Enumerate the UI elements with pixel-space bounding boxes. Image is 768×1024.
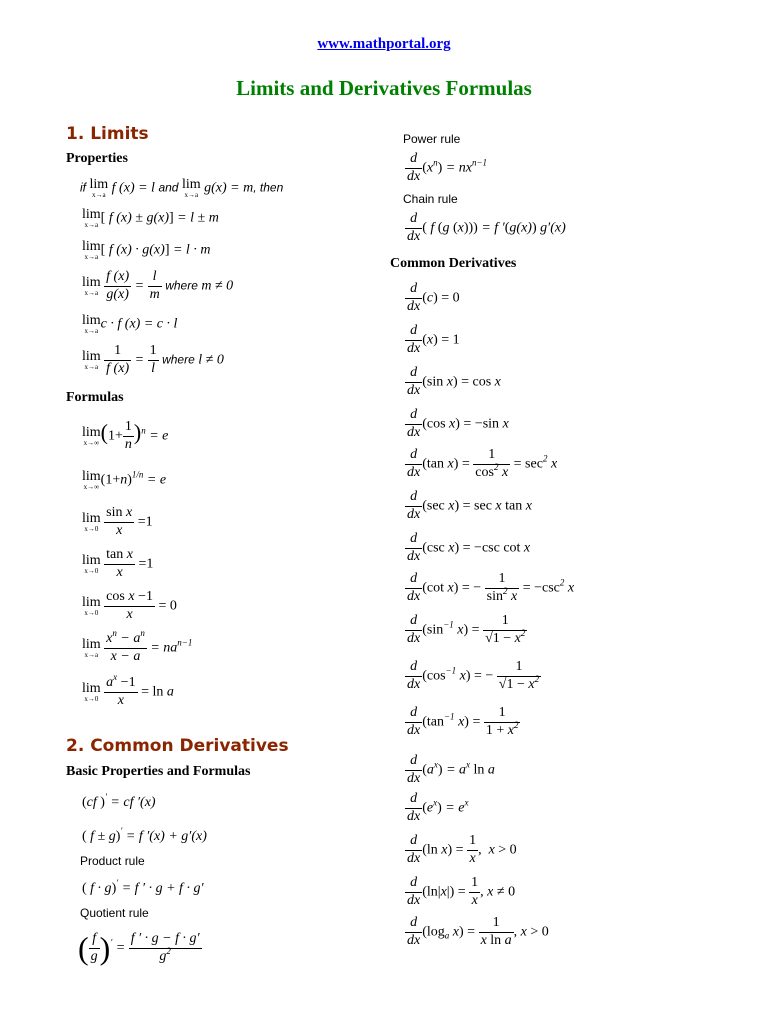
limits-heading: 1. Limits — [66, 124, 149, 144]
limit-sin-formula: lim x→0 $\frac{\text{sin x}}{x}$ =1 — [82, 505, 153, 538]
power-rule-label: Power rule — [403, 132, 461, 146]
sum-rule: ( f ± g)′ = f ′(x) + g′(x) — [82, 826, 207, 844]
chain-rule-label: Chain rule — [403, 192, 458, 206]
derivative-cos: $\frac{d}{dx}$ (cos x) = −sin x — [407, 407, 509, 440]
limit-sum-rule: lim x→a [ f (x) ± g(x)] = l ± m — [82, 207, 219, 229]
derivative-ln: $\frac{d}{dx}$ (ln x) = $\frac{1}{x}$ , x > 0 — [407, 833, 517, 866]
limit-product-rule: lim x→a [ f (x) · g(x)] = l · m — [82, 239, 211, 261]
derivative-constant: $\frac{d}{dx}$ (c) = 0 — [407, 281, 460, 314]
where-l-label: where — [162, 352, 195, 367]
limit-reciprocal-rule: lim x→a $\frac{1}{f (x)}$ = $\frac{1}{l}$ where l ≠ 0 — [82, 343, 224, 376]
derivative-cot: $\frac{d}{dx}$ (cot x) = − $\frac{1}{\sin^2 x}$ = $-\csc^2$ x — [407, 571, 575, 604]
common-derivatives-heading: Common Derivatives — [390, 256, 517, 271]
derivative-exponential: $\frac{d}{dx}$ $(a^x) = a^x$ ln a — [407, 753, 495, 786]
derivative-csc: $\frac{d}{dx}$ (csc x) = −csc cot x — [407, 531, 531, 564]
limit-cos-formula: lim x→0 $\frac{\text{cos x −1}}{x}$ = 0 — [82, 589, 177, 622]
limit-quotient-rule: lim x→a $\frac{f (x)}{g(x)}$ = $\frac{l}{m}$ where m ≠ 0 — [82, 269, 234, 302]
then-label: , then — [253, 180, 284, 195]
derivative-x: $\frac{d}{dx}$ (x) = 1 — [407, 323, 460, 356]
if-label: if — [80, 180, 86, 195]
product-rule: ( f · g)′ = f ′ · g + f · g′ — [82, 878, 204, 896]
formulas-heading: Formulas — [66, 390, 124, 405]
limit-power-formula: lim x→a $\frac{x^n - a^n}{x - a}$ = $na^{n-1}$ — [82, 628, 193, 664]
derivative-ln-abs: $\frac{d}{dx}$ (ln|x|) = $\frac{1}{x}$ , x ≠ 0 — [407, 875, 516, 908]
chain-rule: $\frac{d}{dx}$ ( f (g (x))) = f ′(g(x)) g′(x) — [407, 211, 566, 244]
and-label: and — [158, 180, 179, 195]
limit-e-formula-1: lim x→∞ (1+ $\frac{1}{n}$ )$^n$ = e — [82, 419, 169, 452]
derivatives-heading: 2. Common Derivatives — [66, 736, 289, 756]
power-rule: $\frac{d}{dx}$ $(x^n) = nx^{n-1}$ — [407, 151, 488, 184]
derivative-arccos: $\frac{d}{dx}$ ($\cos^{-1}$ x) = − $\frac{1}{√1 - x^2}$ — [407, 659, 540, 692]
derivative-arcsin: $\frac{d}{dx}$ ($\sin^{-1}$ x) = $\frac{1}{√1 - x^2}$ — [407, 613, 526, 646]
limit-exp-formula: lim x→0 $\frac{a^x -1}{x}$ = ln a — [82, 672, 174, 708]
limit-constant-rule: lim x→a c · f (x) = c · l — [82, 313, 178, 335]
derivative-arctan: $\frac{d}{dx}$ ($\tan^{-1}$ x) = $\frac{1}{1 + x^2}$ — [407, 705, 519, 738]
derivative-e-exponential: $\frac{d}{dx}$ $(e^x) = e^x$ — [407, 791, 469, 824]
basic-properties-heading: Basic Properties and Formulas — [66, 764, 251, 779]
limit-condition: if lim x→a f (x) = l and lim x→a g(x) = m, then — [80, 177, 284, 199]
properties-heading: Properties — [66, 151, 128, 166]
derivative-sin: $\frac{d}{dx}$ (sin x) = cos x — [407, 365, 501, 398]
site-url-link[interactable]: www.mathportal.org — [317, 36, 451, 52]
derivative-sec: $\frac{d}{dx}$ (sec x) = sec x tan x — [407, 489, 532, 522]
page-title: Limits and Derivatives Formulas — [236, 76, 532, 100]
limit-e-formula-2: lim x→∞ $(1+n)^{1/n} = e$ — [82, 469, 167, 491]
constant-multiple-rule: (cf )′ = cf ′(x) — [82, 792, 156, 810]
quotient-rule-label: Quotient rule — [80, 906, 149, 920]
derivative-tan: $\frac{d}{dx}$ (tan x) = $\frac{1}{\cos^2 x}$ = $\sec^2 x$ — [407, 447, 558, 480]
limit-tan-formula: lim x→0 $\frac{\text{tan x}}{x}$ =1 — [82, 547, 154, 580]
quotient-rule: ( $\frac{f}{g}$ )′ = $\frac{f ' \cdot g - f \cdot g'}{g^2}$ — [78, 930, 200, 967]
derivative-log-base: $\frac{d}{dx}$ ($\log_a$ x) = $\frac{1}{\text{x ln a}}$ , x > 0 — [407, 915, 549, 948]
product-rule-label: Product rule — [80, 854, 145, 868]
where-m-label: where — [165, 278, 198, 293]
